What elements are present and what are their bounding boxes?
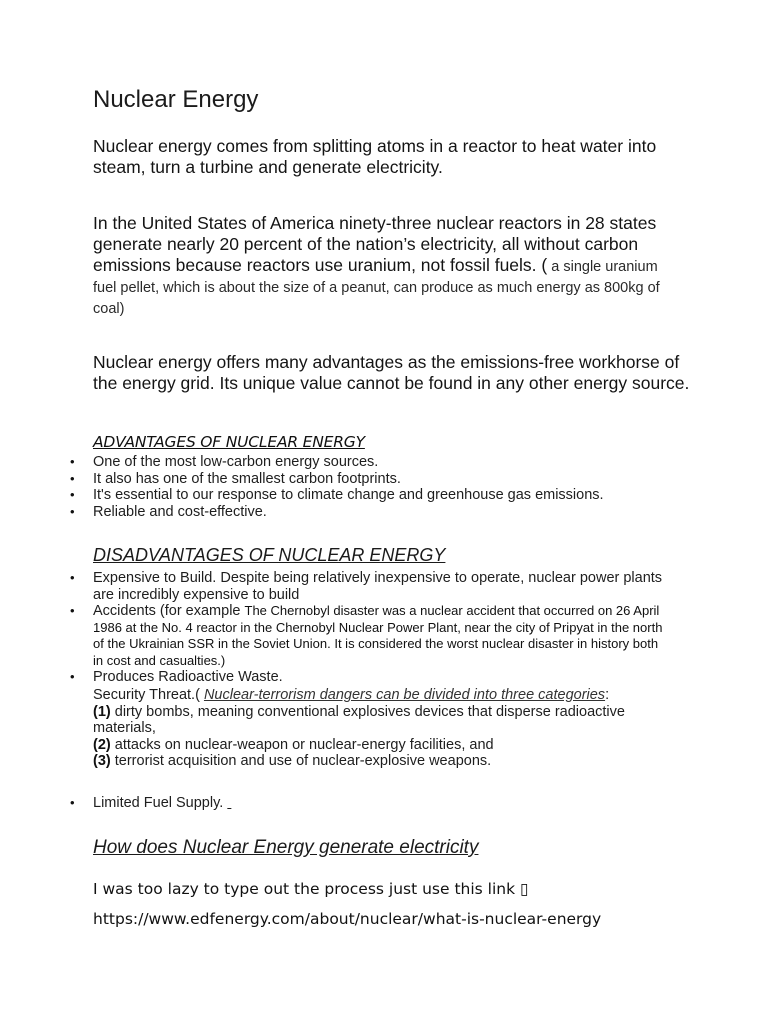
list-item: • Limited Fuel Supply. xyxy=(70,795,228,811)
us-paragraph xyxy=(93,213,668,318)
bullet-icon: • xyxy=(70,669,75,684)
advantages-paragraph: Nuclear energy offers many advantages as the emissions-free workhorse of the energy grid. Its unique value cannot be found in any other energy source. xyxy=(93,352,690,393)
bullet-icon: • xyxy=(70,795,75,810)
list-item: • Expensive to Build. Despite being relatively inexpensive to operate, nuclear power plants are incredibly expensive to build xyxy=(70,570,663,603)
bullet-icon: • xyxy=(70,570,75,585)
list-item: • One of the most low-carbon energy sources. xyxy=(70,454,379,470)
edf-link[interactable]: https://www.edfenergy.com/about/nuclear/what-is-nuclear-energy xyxy=(93,910,602,928)
list-item: • Reliable and cost-effective. xyxy=(70,503,267,520)
bullet-icon: • xyxy=(70,470,75,486)
intro-paragraph: Nuclear energy comes from splitting atoms in a reactor to heat water into steam, turn a turbine and generate electricity. xyxy=(93,136,657,177)
list-item: • Accidents (for example The Chernobyl disaster was a nuclear accident that occurred on 26 April 1986 at the No. 4 reactor in the Chernobyl Nuclear Power Plant, near the city of Pripyat in the north of the Ukrainian SSR in the Soviet Union. It is considered the worst nuclear disaster in history both in cost and casualties.) xyxy=(70,603,663,668)
limited-supply-list xyxy=(70,795,690,812)
bullet-icon: • xyxy=(70,503,75,519)
disadvantages-heading: DISADVANTAGES OF NUCLEAR ENERGY xyxy=(93,545,446,565)
page-title: Nuclear Energy xyxy=(93,86,259,113)
advantages-heading: ADVANTAGES OF NUCLEAR ENERGY xyxy=(93,433,365,451)
us-paragraph-main: In the United States of America ninety-three nuclear reactors in 28 states generate nearly 20 percent of the nation’s electricity, all without carbon emissions because reactors use uranium, not fossil fuels. ( xyxy=(93,213,657,275)
bullet-icon: • xyxy=(70,454,75,469)
list-item: • Produces Radioactive Waste. xyxy=(70,669,283,685)
list-item: • It also has one of the smallest carbon footprints. xyxy=(70,470,401,487)
how-heading: How does Nuclear Energy generate electricity xyxy=(93,837,479,858)
list-item: • It's essential to our response to climate change and greenhouse gas emissions. xyxy=(70,487,604,503)
disadvantages-list xyxy=(70,570,690,686)
bullet-icon: • xyxy=(70,487,75,502)
advantages-list xyxy=(70,454,690,520)
categories-text: Nuclear-terrorism dangers can be divided into three categories xyxy=(203,687,606,703)
security-threat-block: Security Threat.( Nuclear-terrorism dangers can be divided into three categories: (1) dirty bombs, meaning conventional explosives devices that disperse radioactive materials, (2) attacks on nuclear-weapon or nuclear-energy facilities, and (3) terrorist acquisition and use of nuclear-explosive weapons. xyxy=(93,687,625,769)
lazy-note: I was too lazy to type out the process just use this link ▯ xyxy=(93,880,529,898)
bullet-icon: • xyxy=(70,603,75,618)
us-paragraph-aside: a single uranium fuel pellet, which is about the size of a peanut, can produce as much energy as 800kg of coal) xyxy=(93,259,660,317)
